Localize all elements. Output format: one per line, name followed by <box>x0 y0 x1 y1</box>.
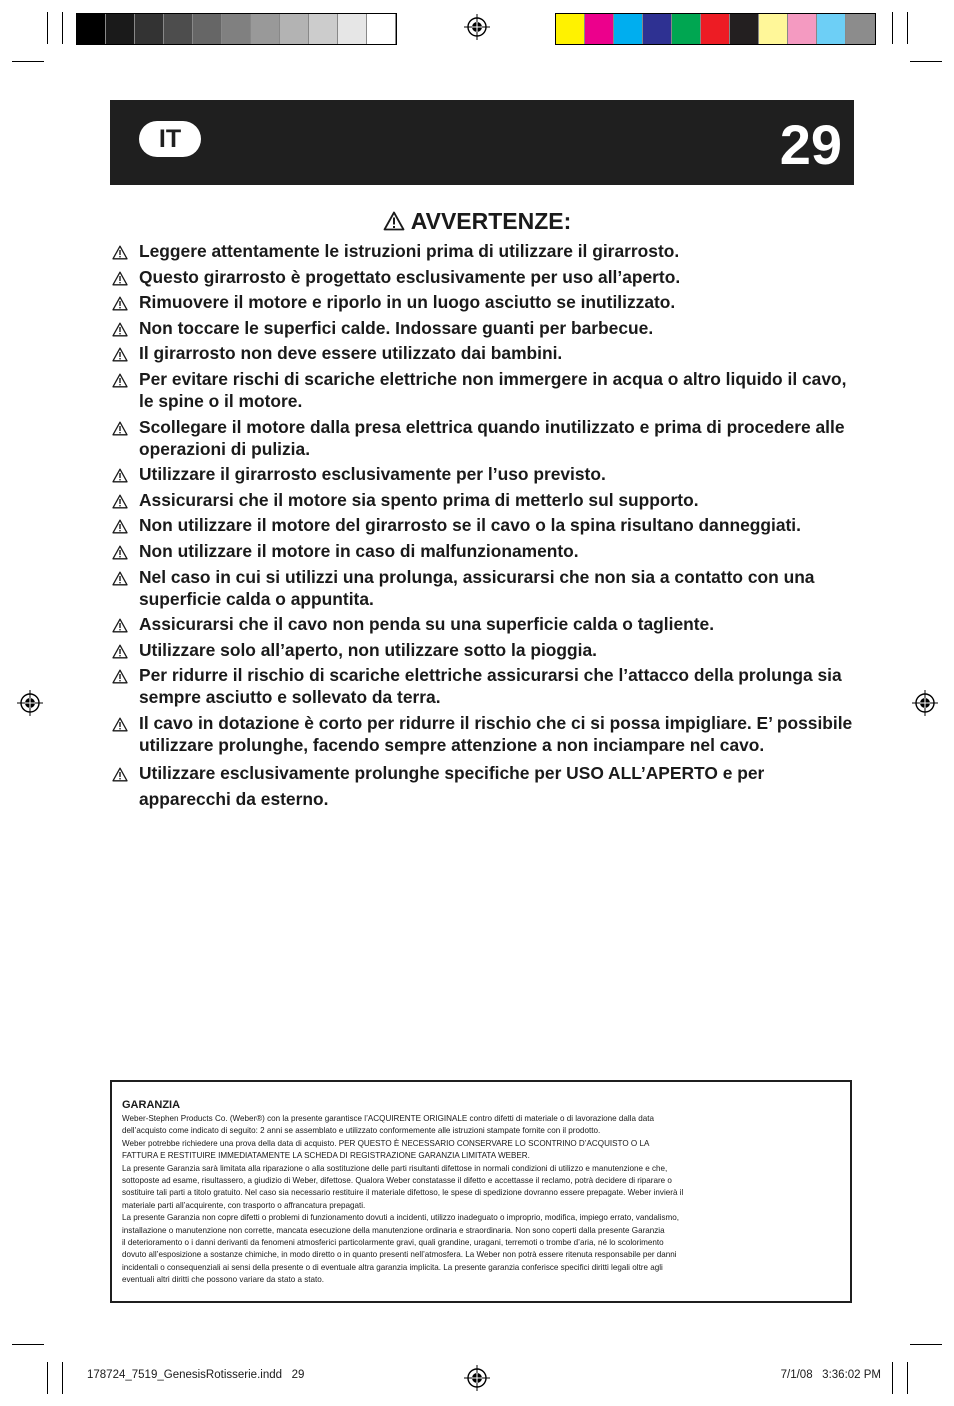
warning-triangle-icon <box>112 466 128 488</box>
gray-swatch <box>338 14 367 44</box>
warning-item <box>112 342 857 364</box>
crop-mark <box>910 1344 942 1345</box>
warranty-line: dell’acquisto come indicato di seguito: 2 anni se assemblato e utilizzato conformemente alle istruzioni stampate fornite con il prodotto. <box>122 1126 601 1136</box>
warranty-line: eventuali altri diritti che possono variare da stato a stato. <box>122 1275 325 1285</box>
crop-mark <box>892 1362 893 1394</box>
color-swatch <box>672 14 701 44</box>
gray-swatch <box>106 14 135 44</box>
warning-item <box>112 317 857 339</box>
crop-mark <box>47 12 48 44</box>
warning-item <box>112 266 857 288</box>
crop-mark <box>62 12 63 44</box>
gray-swatch <box>164 14 193 44</box>
warning-item <box>112 489 857 511</box>
grayscale-color-bar <box>76 13 397 45</box>
warning-text: Per ridurre il rischio di scariche elettriche assicurarsi che l’attacco della prolunga sia sempre asciutto e sollevato da terra. <box>139 665 842 708</box>
warning-triangle-icon <box>112 320 128 342</box>
warning-triangle-icon <box>112 269 128 291</box>
page-header-bar <box>110 100 854 185</box>
gray-swatch <box>309 14 338 44</box>
warning-text: Leggere attentamente le istruzioni prima di utilizzare il girarrosto. <box>139 241 680 261</box>
crop-mark <box>907 12 908 44</box>
warning-item <box>112 291 857 313</box>
gray-swatch <box>222 14 251 44</box>
warning-triangle-icon <box>112 419 128 441</box>
warning-triangle-icon <box>383 211 405 231</box>
color-swatch <box>846 14 875 44</box>
color-swatch <box>730 14 759 44</box>
gray-swatch <box>193 14 222 44</box>
color-swatch <box>817 14 846 44</box>
warning-text: Rimuovere il motore e riporlo in un luogo asciutto se inutilizzato. <box>139 292 676 313</box>
warning-triangle-icon <box>112 715 128 737</box>
warning-item <box>112 416 857 460</box>
warning-item <box>112 240 857 262</box>
color-swatch <box>759 14 788 44</box>
warning-text: Per evitare rischi di scariche elettriche non immergere in acqua o altro liquido il cavo, le spine o il motore. <box>139 368 847 411</box>
warranty-line: La presente Garanzia non copre difetti o problemi di funzionamento dovuti a incidenti, utilizzo inadeguato o improprio, modifica, impiego errato, vandalismo, <box>122 1213 679 1223</box>
warning-item <box>112 613 857 635</box>
warranty-title: GARANZIA <box>122 1099 181 1111</box>
warning-text: Utilizzare il girarrosto esclusivamente per l’uso previsto. <box>139 464 606 485</box>
warranty-text <box>122 1113 844 1287</box>
warning-text: Utilizzare solo all’aperto, non utilizzare sotto la pioggia. <box>139 639 598 660</box>
warning-triangle-icon <box>112 763 128 789</box>
warning-item <box>112 566 857 610</box>
warning-item <box>112 664 857 708</box>
warranty-line: La presente Garanzia sarà limitata alla riparazione o alla sostituzione delle parti risultanti difettose in normali condizioni di utilizzo e manutenzione e che, <box>122 1163 668 1173</box>
warning-text: Non toccare le superfici calde. Indossare guanti per barbecue. <box>139 317 654 338</box>
warranty-line: sottoposte ad esame, risultassero, a giudizio di Weber, difettose. Qualora Weber constatasse il difetto e accettasse il reclamo, potrà decidere di riparare o <box>122 1176 672 1186</box>
warning-text: Nel caso in cui si utilizzi una prolunga, assicurarsi che non sia a contatto con una superficie calda o appuntita. <box>139 566 815 609</box>
warning-triangle-icon <box>112 517 128 539</box>
color-swatch <box>614 14 643 44</box>
warning-triangle-icon <box>112 543 128 565</box>
crop-mark <box>47 1362 48 1394</box>
language-badge: IT <box>139 121 201 157</box>
warranty-line: FATTURA E RESTITUIRE IMMEDIATAMENTE LA SCHEDA DI REGISTRAZIONE GARANZIA LIMITATA WEBER. <box>122 1151 530 1161</box>
color-swatch <box>585 14 614 44</box>
warning-item <box>112 514 857 536</box>
warning-triangle-icon <box>112 667 128 689</box>
registration-mark-icon <box>464 14 490 40</box>
warranty-line: Weber-Stephen Products Co. (Weber®) con la presente garantisce l’ACQUIRENTE ORIGINALE contro difetti di materiale o di lavorazione dalla data <box>122 1114 655 1123</box>
gray-swatch <box>280 14 309 44</box>
warnings-title <box>0 207 954 235</box>
crop-mark <box>62 1362 63 1394</box>
registration-mark-icon <box>464 1365 490 1391</box>
warning-text: Utilizzare esclusivamente prolunghe specifiche per USO ALL’APERTO e per apparecchi da esterno. <box>139 762 765 809</box>
warning-triangle-icon <box>112 345 128 367</box>
process-color-bar <box>555 13 876 45</box>
warranty-line: incidentali o consequenziali ai sensi della presente o di eventuale altra garanzia implicita. La presente garanzia conferisce specifici diritti legali oltre agli <box>122 1262 663 1272</box>
warning-item <box>112 639 857 661</box>
crop-mark <box>892 12 893 44</box>
warning-triangle-icon <box>112 294 128 316</box>
registration-mark-icon <box>912 690 938 716</box>
warranty-line: installazione o manutenzione non corrette, mancata esecuzione della manutenzione ordinaria e straordinaria. Non sono coperti dalla presente Garanzia <box>122 1225 665 1235</box>
warranty-box <box>110 1080 852 1303</box>
gray-swatch <box>77 14 106 44</box>
warning-text: Non utilizzare il motore in caso di malfunzionamento. <box>139 540 579 561</box>
warning-text: Assicurarsi che il motore sia spento prima di metterlo sul supporto. <box>139 489 699 510</box>
gray-swatch <box>135 14 164 44</box>
warranty-line: dovuto all’esposizione a sostanze chimiche, in modo diretto o in quanto presenti nell’atmosfera. La Weber non potrà essere ritenuta responsabile per danni <box>122 1250 677 1260</box>
color-swatch <box>643 14 672 44</box>
warranty-line: materiale parti all’acquirente, con trasporto o affrancatura prepagati. <box>122 1200 366 1210</box>
gray-swatch <box>251 14 280 44</box>
warning-triangle-icon <box>112 616 128 638</box>
warning-text: Il cavo in dotazione è corto per ridurre il rischio che ci si possa impigliare. E’ possibile utilizzare prolunghe, facendo sempre attenzione a non inciampare nel cavo. <box>139 712 853 755</box>
warning-item <box>112 368 857 412</box>
warranty-line: Weber potrebbe richiedere una prova della data di acquisto. PER QUESTO È NECESSARIO CONSERVARE LO SCONTRINO D’ACQUISTO O LA <box>122 1138 650 1148</box>
crop-mark <box>907 1362 908 1394</box>
color-swatch <box>788 14 817 44</box>
page-number: 29 <box>779 113 842 176</box>
warning-text: Questo girarrosto è progettato esclusivamente per uso all’aperto. <box>139 266 681 287</box>
warning-triangle-icon <box>112 243 128 265</box>
warning-text: Il girarrosto non deve essere utilizzato dai bambini. <box>139 343 563 364</box>
warranty-line: sostituire tali parti a titolo gratuito. Nel caso sia necessario restituire il materiale difettoso, le spese di spedizione dovranno essere prepagate. Weber invierà il <box>122 1188 684 1198</box>
crop-mark <box>12 61 44 62</box>
warnings-list <box>112 240 857 815</box>
warning-triangle-icon <box>112 569 128 591</box>
warning-text: Non utilizzare il motore del girarrosto se il cavo o la spina risultano danneggiati. <box>139 515 801 536</box>
warning-item <box>112 712 857 756</box>
crop-mark <box>12 1344 44 1345</box>
color-swatch <box>556 14 585 44</box>
warranty-line: il deterioramento o i danni derivanti da fenomeni atmosferici particolarmente gravi, quali grandine, uragani, terremoti o trombe d’aria, né lo scolorimento <box>122 1238 664 1248</box>
warning-item <box>112 760 857 812</box>
crop-mark <box>910 61 942 62</box>
warning-triangle-icon <box>112 642 128 664</box>
footer-file-info: 178724_7519_GenesisRotisserie.indd 29 <box>87 1369 305 1381</box>
registration-mark-icon <box>17 690 43 716</box>
warning-text: Assicurarsi che il cavo non penda su una superficie calda o tagliente. <box>139 614 715 635</box>
warning-text: Scollegare il motore dalla presa elettrica quando inutilizzato e prima di procedere alle operazioni di pulizia. <box>139 416 845 459</box>
warning-triangle-icon <box>112 492 128 514</box>
color-swatch <box>701 14 730 44</box>
warnings-title-text: AVVERTENZE: <box>410 208 572 234</box>
warning-triangle-icon <box>112 371 128 393</box>
footer-timestamp: 7/1/08 3:36:02 PM <box>780 1369 881 1381</box>
warning-item <box>112 463 857 485</box>
warning-item <box>112 540 857 562</box>
gray-swatch <box>367 14 396 44</box>
